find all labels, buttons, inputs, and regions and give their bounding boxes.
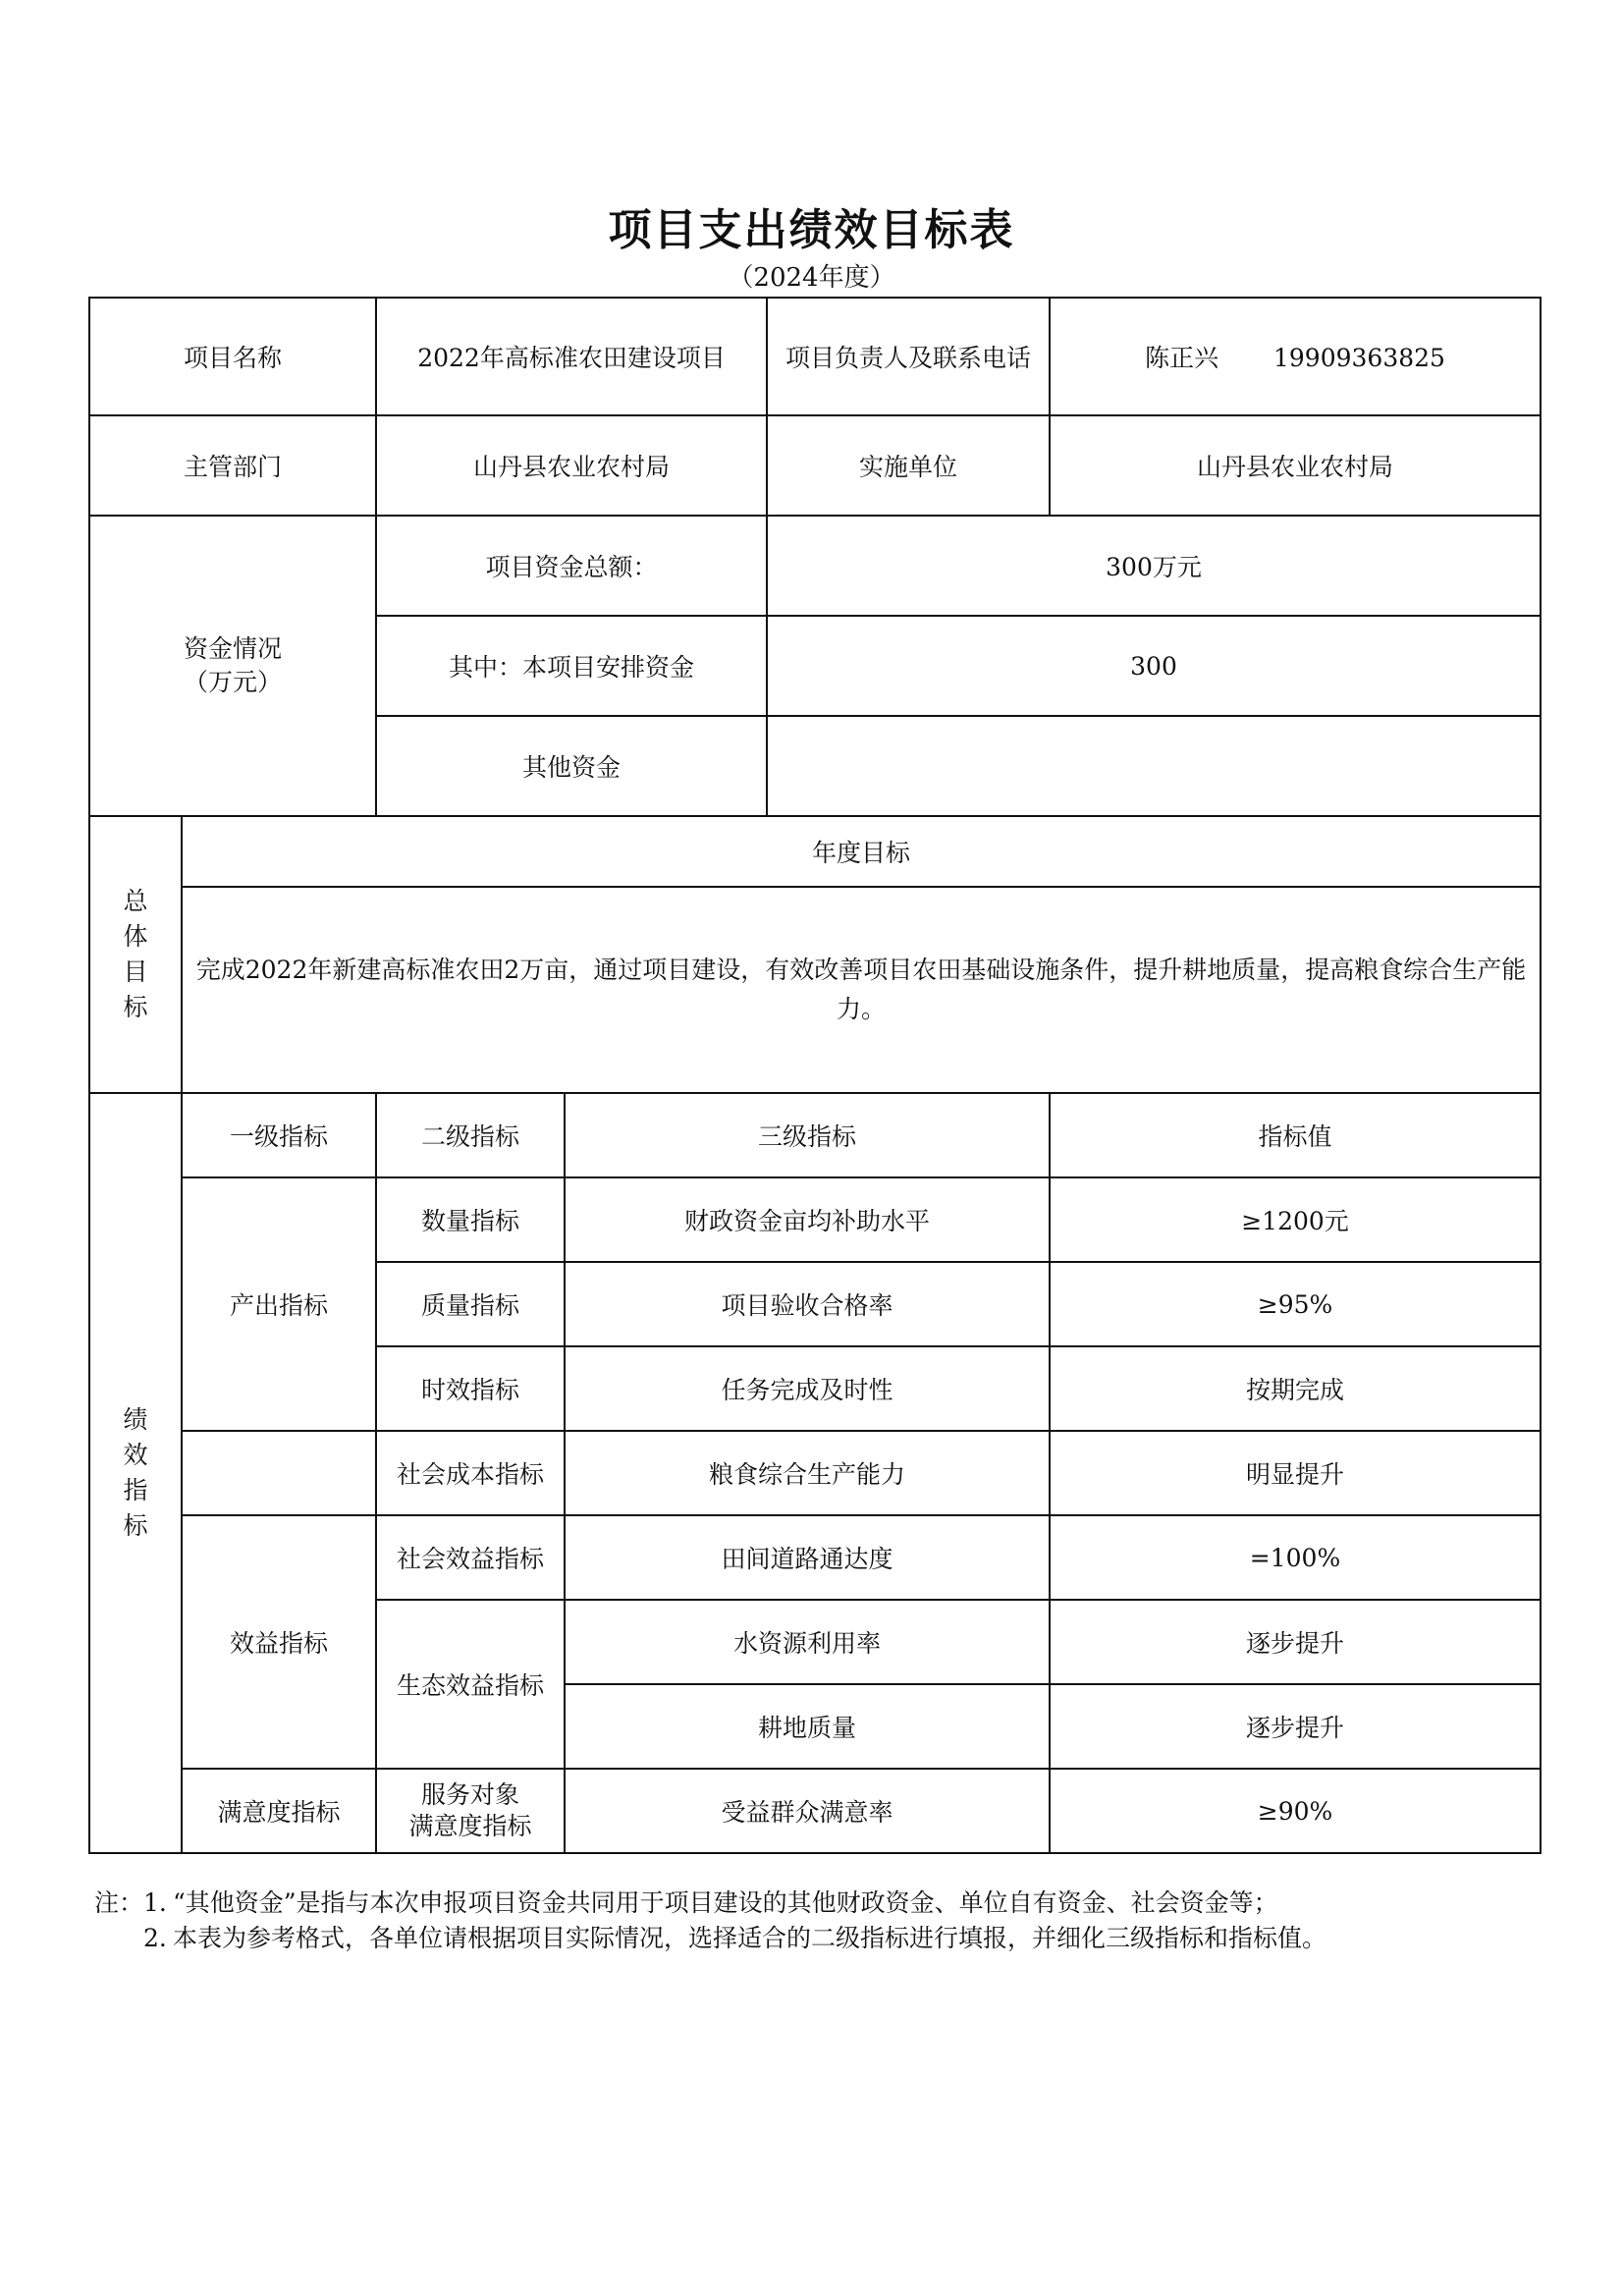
note-item [94, 1886, 1371, 1921]
perf-indicator-char: 效 [123, 1441, 148, 1469]
level3-cell: 财政资金亩均补助水平 [565, 1177, 1050, 1262]
value-cell: =100% [1050, 1515, 1541, 1600]
note-text: “其他资金”是指与本次申报项目资金共同用于项目建设的其他财政资金、单位自有资金、社会资金等； [173, 1888, 1278, 1917]
level2-cell: 时效指标 [376, 1346, 565, 1431]
value-cell: 明显提升 [1050, 1431, 1541, 1515]
annual-goal-content: 完成2022年新建高标准农田2万亩，通过项目建设，有效改善项目农田基础设施条件，提升耕地质量，提高粮食综合生产能力。 [182, 887, 1541, 1093]
cost-indicator-label [182, 1431, 376, 1515]
funds-arranged-value: 300 [767, 616, 1541, 716]
value-cell: 逐步提升 [1050, 1684, 1541, 1769]
level2-cell: 质量指标 [376, 1262, 565, 1346]
header-value: 指标值 [1050, 1093, 1541, 1177]
header-level2: 二级指标 [376, 1093, 565, 1177]
level2-cell: 数量指标 [376, 1177, 565, 1262]
funds-arranged-label: 其中：本项目安排资金 [376, 616, 767, 716]
level3-cell: 粮食综合生产能力 [565, 1431, 1050, 1515]
project-name-label: 项目名称 [89, 298, 376, 415]
overall-goal-char: 标 [123, 993, 148, 1021]
level3-cell: 水资源利用率 [565, 1600, 1050, 1684]
perf-indicator-char: 绩 [123, 1405, 148, 1434]
note-number: 1. [143, 1888, 167, 1917]
eco-benefit-label: 生态效益指标 [376, 1600, 565, 1769]
funds-label-line2: （万元） [184, 668, 283, 696]
overall-goal-char: 总 [123, 887, 148, 915]
funds-label-line1: 资金情况 [184, 634, 283, 663]
level3-cell: 耕地质量 [565, 1684, 1050, 1769]
manager-value [1050, 298, 1541, 415]
value-cell: 按期完成 [1050, 1346, 1541, 1431]
impl-unit-value: 山丹县农业农村局 [1050, 415, 1541, 516]
annual-goal-header: 年度目标 [182, 816, 1541, 887]
value-cell: ≥90% [1050, 1769, 1541, 1853]
perf-indicator-label [89, 1093, 182, 1853]
dept-value: 山丹县农业农村局 [376, 415, 767, 516]
manager-label: 项目负责人及联系电话 [767, 298, 1050, 415]
funds-total-value: 300万元 [767, 516, 1541, 616]
header-level1: 一级指标 [182, 1093, 376, 1177]
value-cell: 逐步提升 [1050, 1600, 1541, 1684]
note-text: 本表为参考格式，各单位请根据项目实际情况，选择适合的二级指标进行填报，并细化三级指标和指标值。 [173, 1924, 1327, 1952]
benefit-indicator-label: 效益指标 [182, 1515, 376, 1769]
value-cell: ≥1200元 [1050, 1177, 1541, 1262]
level2-cell [376, 1769, 565, 1853]
project-name-value: 2022年高标准农田建设项目 [376, 298, 767, 415]
manager-name: 陈正兴 [1145, 344, 1219, 372]
output-indicator-label: 产出指标 [182, 1177, 376, 1431]
page-subtitle: （2024年度） [728, 263, 895, 293]
satisfaction-level2-line2: 满意度指标 [408, 1812, 532, 1840]
notes [94, 1886, 1371, 1956]
perf-indicator-char: 标 [123, 1511, 148, 1540]
funds-label [89, 516, 376, 816]
level3-cell: 项目验收合格率 [565, 1262, 1050, 1346]
impl-unit-label: 实施单位 [767, 415, 1050, 516]
level3-cell: 田间道路通达度 [565, 1515, 1050, 1600]
level2-cell: 社会成本指标 [376, 1431, 565, 1515]
overall-goal-char: 体 [123, 922, 148, 951]
notes-lead: 注： [94, 1888, 144, 1917]
level2-cell: 社会效益指标 [376, 1515, 565, 1600]
manager-phone: 19909363825 [1272, 344, 1445, 372]
funds-total-label: 项目资金总额： [376, 516, 767, 616]
note-item [94, 1921, 1371, 1956]
level3-cell: 任务完成及时性 [565, 1346, 1050, 1431]
dept-label: 主管部门 [89, 415, 376, 516]
funds-other-value [767, 716, 1541, 816]
overall-goal-char: 目 [123, 957, 148, 986]
header-level3: 三级指标 [565, 1093, 1050, 1177]
satisfaction-level2-line1: 服务对象 [421, 1780, 520, 1809]
funds-other-label: 其他资金 [376, 716, 767, 816]
satisfaction-indicator-label: 满意度指标 [182, 1769, 376, 1853]
level3-cell: 受益群众满意率 [565, 1769, 1050, 1853]
perf-indicator-char: 指 [123, 1476, 148, 1504]
value-cell: ≥95% [1050, 1262, 1541, 1346]
performance-goal-table [88, 297, 1542, 1854]
note-number: 2. [143, 1924, 167, 1952]
overall-goal-label [89, 816, 182, 1093]
page-title: 项目支出绩效目标表 [608, 205, 1015, 255]
